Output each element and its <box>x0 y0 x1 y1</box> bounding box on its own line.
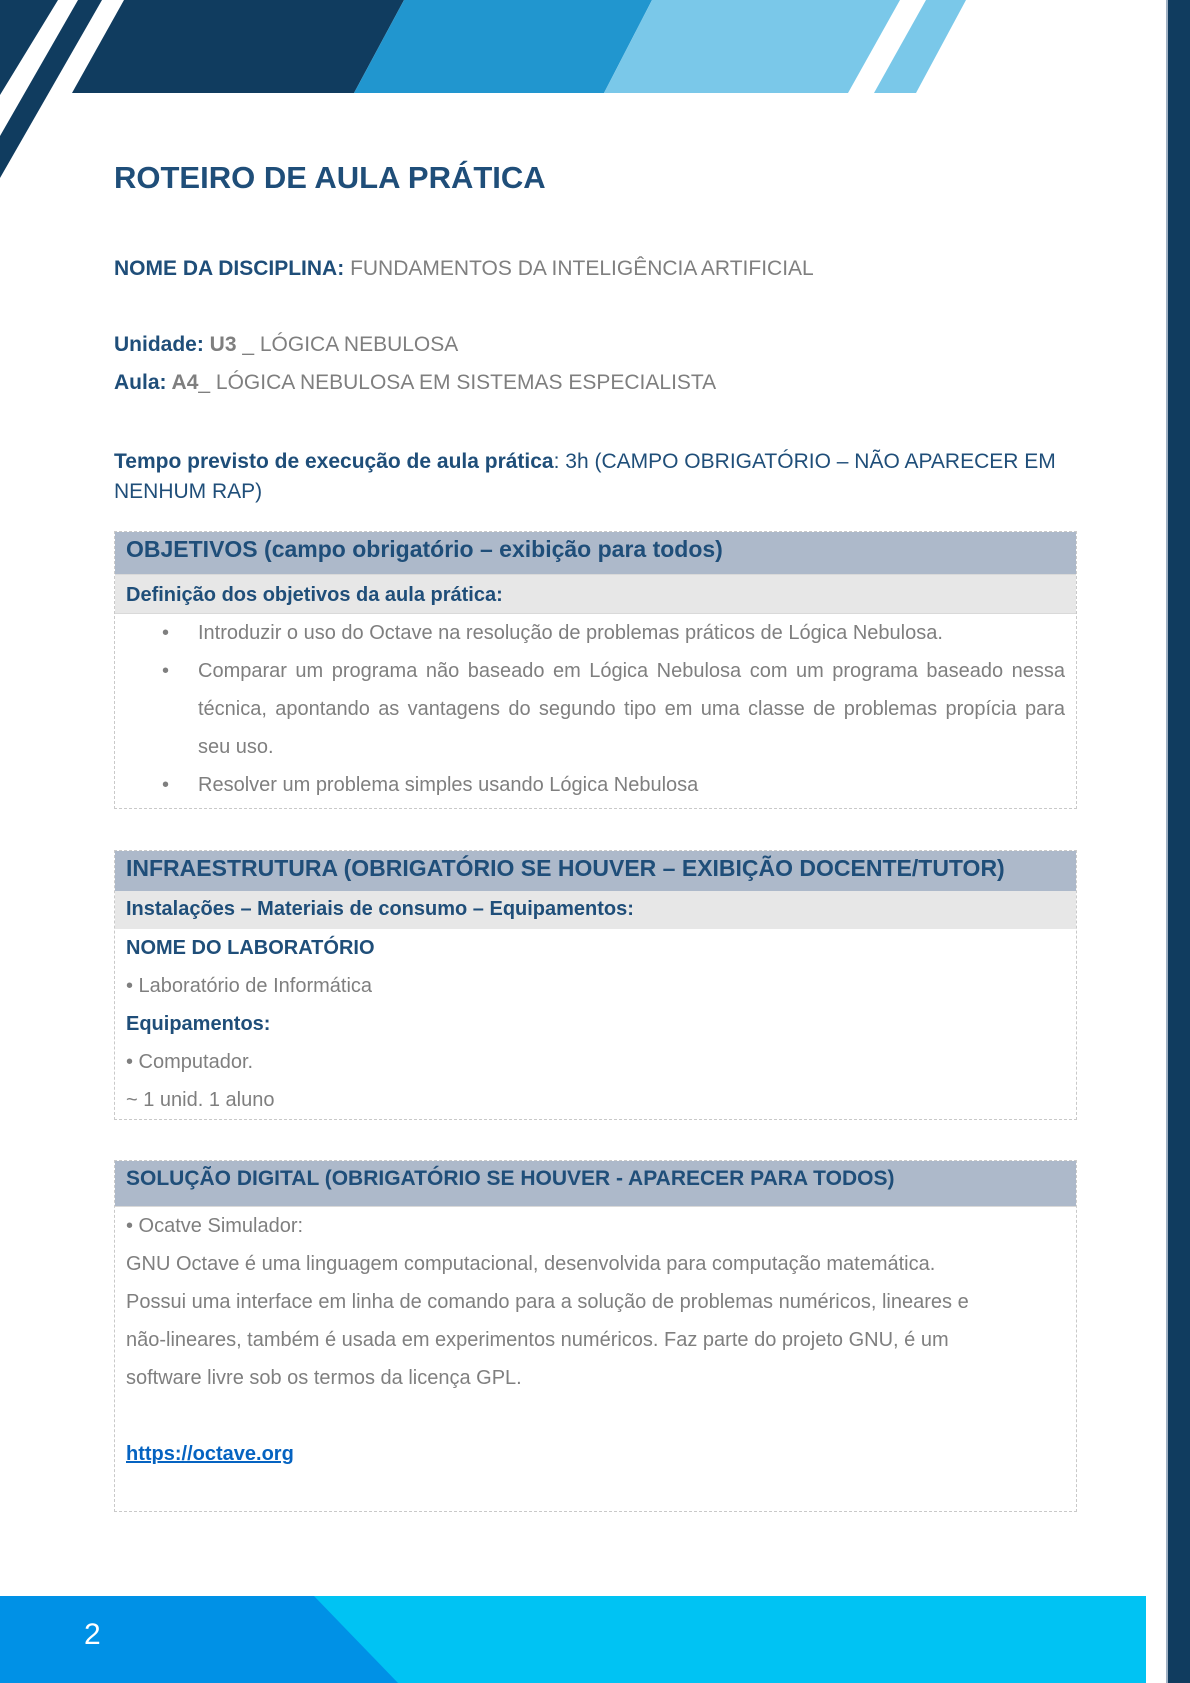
solucao-text-line: software livre sob os termos da licença GPL. <box>126 1367 522 1389</box>
solucao-item: • Ocatve Simulador: <box>126 1215 304 1237</box>
disciplina-label: NOME DA DISCIPLINA: <box>114 257 345 280</box>
solucao-text-line: não-lineares, também é usada em experimentos numéricos. Faz parte do projeto GNU, é um <box>126 1329 949 1351</box>
equip-qty: ~ 1 unid. 1 aluno <box>126 1089 275 1111</box>
infraestrutura-section <box>114 850 1077 1120</box>
equip-title: Equipamentos: <box>126 1013 271 1035</box>
infraestrutura-subheader: Instalações – Materiais de consumo – Equipamentos: <box>115 891 1076 929</box>
banner-stripe-5 <box>604 0 900 93</box>
solucao-body <box>115 1207 1076 1473</box>
tempo-label: Tempo previsto de execução de aula prática <box>114 450 554 473</box>
objetivos-body <box>115 614 1076 804</box>
aula-code: A4 <box>166 371 199 394</box>
page-number: 2 <box>84 1618 101 1651</box>
unidade-label: Unidade: <box>114 333 204 356</box>
banner-stripe-4 <box>354 0 652 93</box>
equip-item: • Computador. <box>126 1051 254 1073</box>
footer-banner <box>0 1596 1146 1683</box>
octave-link[interactable]: https://octave.org <box>126 1443 294 1465</box>
lab-item: • Laboratório de Informática <box>126 975 373 997</box>
aula-label: Aula: <box>114 371 167 394</box>
objetivos-list <box>126 614 1065 804</box>
infraestrutura-body <box>115 929 1076 1119</box>
unidade-value: _ LÓGICA NEBULOSA <box>236 333 459 356</box>
objetivo-item: • Introduzir o uso do Octave na resolução de problemas práticos de Lógica Nebulosa. <box>126 614 1065 652</box>
solucao-text-line: Possui uma interface em linha de comando para a solução de problemas numéricos, lineares e <box>126 1291 969 1313</box>
objetivos-section <box>114 531 1077 809</box>
objetivo-item: • Resolver um problema simples usando Lógica Nebulosa <box>126 766 1065 804</box>
banner-stripe-3 <box>72 0 404 93</box>
unidade-line <box>114 333 458 357</box>
aula-value: _ LÓGICA NEBULOSA EM SISTEMAS ESPECIALISTA <box>198 371 717 394</box>
solucao-header: SOLUÇÃO DIGITAL (OBRIGATÓRIO SE HOUVER - APARECER PARA TODOS) <box>115 1161 1076 1207</box>
tempo-line <box>114 447 1074 507</box>
solucao-text-line: GNU Octave é uma linguagem computacional, desenvolvida para computação matemática. <box>126 1253 936 1275</box>
page-title: ROTEIRO DE AULA PRÁTICA <box>114 160 546 195</box>
objetivos-header: OBJETIVOS (campo obrigatório – exibição para todos) <box>115 532 1076 574</box>
aula-line <box>114 371 716 395</box>
infraestrutura-header: INFRAESTRUTURA (OBRIGATÓRIO SE HOUVER – EXIBIÇÃO DOCENTE/TUTOR) <box>115 851 1076 891</box>
solucao-section <box>114 1160 1077 1512</box>
tempo-value: : 3h (CAMPO OBRIGATÓRIO – NÃO APARECER EM NENHUM RAP) <box>114 450 1056 503</box>
disciplina-value: FUNDAMENTOS DA INTELIGÊNCIA ARTIFICIAL <box>344 257 814 280</box>
lab-title: NOME DO LABORATÓRIO <box>126 937 375 959</box>
objetivos-subheader: Definição dos objetivos da aula prática: <box>115 574 1076 614</box>
disciplina-line <box>114 257 814 281</box>
right-edge-bar <box>1168 0 1190 1683</box>
objetivo-item: • Comparar um programa não baseado em Lógica Nebulosa com um programa baseado nessa técnica, apontando as vantagens do segundo tipo em uma classe de problemas propícia para seu uso. <box>126 652 1065 766</box>
unidade-code: U3 <box>203 333 237 356</box>
